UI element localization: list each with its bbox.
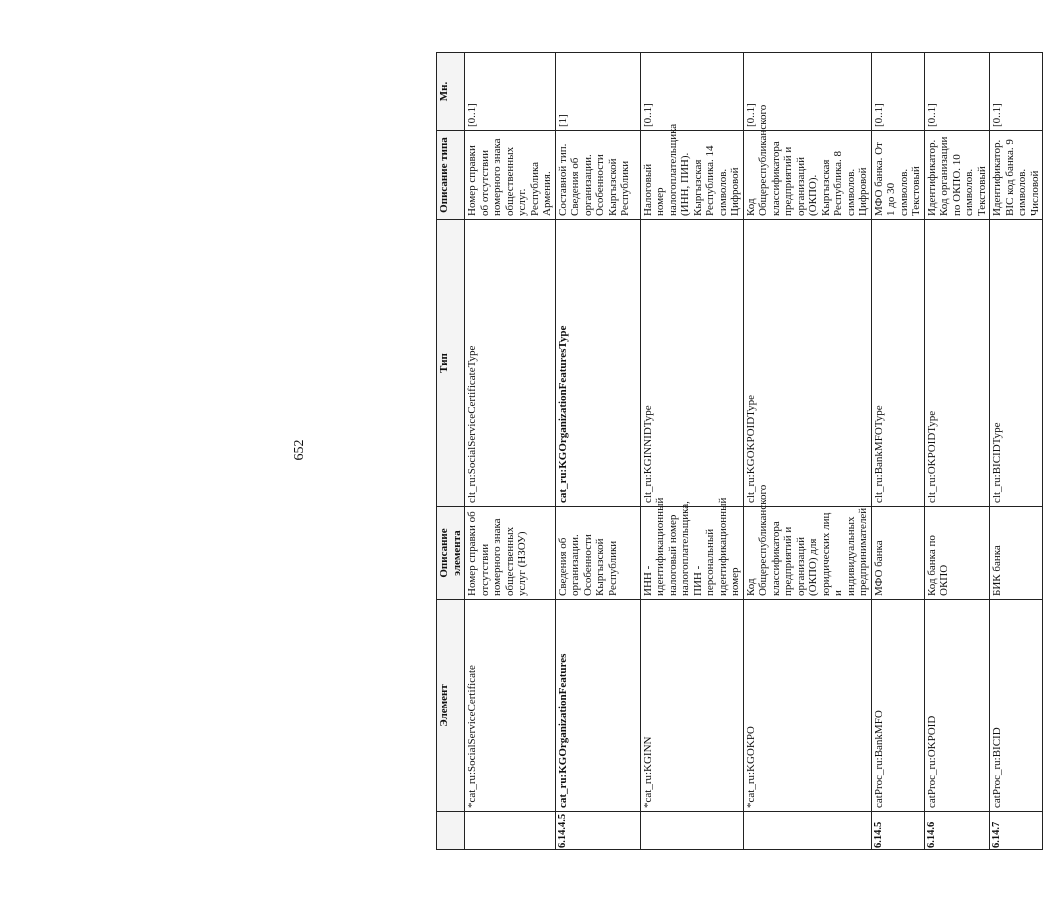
row-mult: [1] — [555, 53, 640, 131]
row-num — [640, 812, 743, 850]
row-mult: [0..1] — [640, 53, 743, 131]
row-element: catProc_ru:BankMFO — [871, 600, 924, 812]
row-element: catProc_ru:OKPOID — [924, 600, 990, 812]
row-type: clt_ru:KGOKPOIDType — [743, 220, 871, 507]
row-mult: [0..1] — [743, 53, 871, 131]
row-type-desc: Идентификатор. BIC код банка. 9 символов. Числовой — [990, 131, 1043, 220]
table-header — [437, 53, 465, 850]
table-row — [871, 53, 924, 850]
header-type-desc: Описание типа — [437, 131, 465, 220]
row-type-desc: Код Общереспубликанского классификатора предприятий и организаций (ОКПО). Кыргызская Республика. 8 символов. Цифровой — [743, 131, 871, 220]
table-row — [465, 53, 556, 850]
row-type: cat_ru:KGOrganizationFeaturesType — [555, 220, 640, 507]
row-type: clt_ru:BICIDType — [990, 220, 1043, 507]
row-num: 6.14.7 — [990, 812, 1043, 850]
row-element: *cat_ru:KGINN — [640, 600, 743, 812]
row-num — [743, 812, 871, 850]
row-mult: [0..1] — [871, 53, 924, 131]
row-type-desc: Идентификатор. Код организации по ОКПО. 10 символов. Текстовый — [924, 131, 990, 220]
spec-table-rotated — [436, 53, 1041, 850]
row-type-desc: МФО банка. От 1 до 30 символов. Текстовый — [871, 131, 924, 220]
row-type: clt_ru:SocialServiceCertificateType — [465, 220, 556, 507]
row-mult: [0..1] — [990, 53, 1043, 131]
header-element: Элемент — [437, 600, 465, 812]
table-row — [924, 53, 990, 850]
table-row — [640, 53, 743, 850]
row-element-desc: Код банка по ОКПО — [924, 507, 990, 600]
row-type: clt_ru:KGINNIDType — [640, 220, 743, 507]
header-mult: Мн. — [437, 53, 465, 131]
header-element-desc: Описание элемента — [437, 507, 465, 600]
page-number: 652 — [292, 439, 307, 461]
row-num — [465, 812, 556, 850]
row-type-desc: Налоговый номер налогоплательщика (ИНН, ПИН). Кыргызская Республика. 14 символов. Цифровой — [640, 131, 743, 220]
row-mult: [0..1] — [924, 53, 990, 131]
row-element-desc: Код Общереспубликанского классификатора предприятий и организаций (ОКПО) для юридических лиц и индивидуальных предпринимателей — [743, 507, 871, 600]
row-num: 6.14.5 — [871, 812, 924, 850]
table-row — [990, 53, 1043, 850]
row-mult: [0..1] — [465, 53, 556, 131]
row-element: *cat_ru:KGOKPO — [743, 600, 871, 812]
row-element: cat_ru:KGOrganizationFeatures — [555, 600, 640, 812]
table-row — [555, 53, 640, 850]
row-element: *cat_ru:SocialServiceCertificate — [465, 600, 556, 812]
row-type-desc: Составной тип. Сведения об организации. Особенности Кыргызской Республики — [555, 131, 640, 220]
row-element-desc: МФО банка — [871, 507, 924, 600]
row-element-desc: ИНН - идентификационный налоговый номер налогоплательщика, ПИН - персональный идентификационный номер — [640, 507, 743, 600]
row-element-desc: Сведения об организации. Особенности Кыргызской Республики — [555, 507, 640, 600]
header-type: Тип — [437, 220, 465, 507]
row-num: 6.14.6 — [924, 812, 990, 850]
row-type: clt_ru:OKPOIDType — [924, 220, 990, 507]
spec-table — [436, 52, 1043, 850]
row-type-desc: Номер справки об отсутствии номерного знака общественных услуг. Республика Армения. — [465, 131, 556, 220]
table-row — [743, 53, 871, 850]
row-type: clt_ru:BankMFOType — [871, 220, 924, 507]
row-num: 6.14.4.5 — [555, 812, 640, 850]
row-element: catProc_ru:BICID — [990, 600, 1043, 812]
row-element-desc: БИК банка — [990, 507, 1043, 600]
row-element-desc: Номер справки об отсутствии номерного знака общественных услуг (НЗОУ) — [465, 507, 556, 600]
header-num — [437, 812, 465, 850]
